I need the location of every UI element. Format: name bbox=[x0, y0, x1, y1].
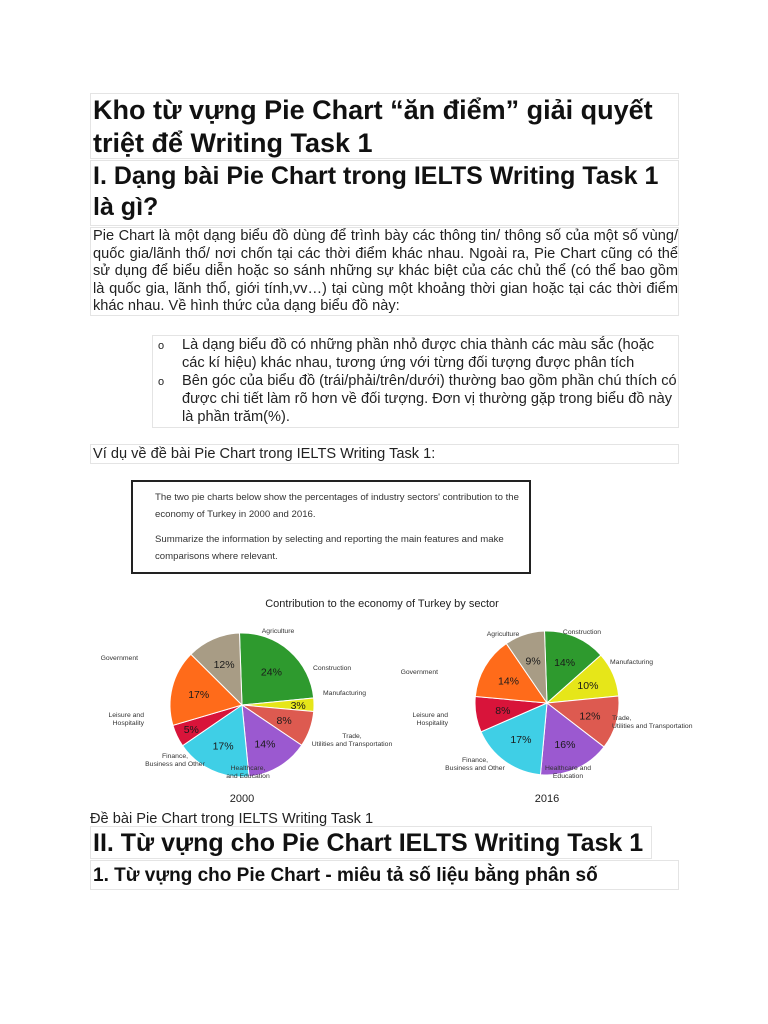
pie-chart-2016 bbox=[401, 629, 693, 780]
pie-value-label: 9% bbox=[525, 655, 541, 668]
pie-value-label: 24% bbox=[260, 666, 282, 679]
pie-category-label: Healthcare and Education bbox=[544, 765, 592, 780]
pie-value-label: 14% bbox=[254, 738, 276, 751]
pie-value-label: 8% bbox=[276, 715, 292, 727]
pie-year-label-2000: 2000 bbox=[229, 793, 255, 805]
pie-value-label: 10% bbox=[577, 680, 599, 693]
pie-category-label: Leisure and Hospitality bbox=[412, 712, 448, 727]
pie-chart-2000 bbox=[101, 628, 393, 780]
pie-value-label: 8% bbox=[495, 705, 511, 718]
pie-value-label: 12% bbox=[213, 659, 235, 672]
pie-value-label: 14% bbox=[497, 675, 520, 688]
pie-category-label: Construction bbox=[313, 665, 352, 672]
pie-value-label: 12% bbox=[579, 710, 601, 723]
bullet-list bbox=[152, 335, 679, 428]
pie-category-label: Finance, Business and Other bbox=[445, 757, 505, 772]
pie-category-label: Healthcare, and Education bbox=[226, 765, 270, 780]
pie-value-label: 16% bbox=[554, 738, 576, 751]
pie-category-label: Agriculture bbox=[261, 628, 295, 635]
section-heading-2: II. Từ vựng cho Pie Chart IELTS Writing Task 1 bbox=[90, 826, 652, 859]
pie-category-label: Trade, Utilities and Transportation bbox=[311, 733, 393, 748]
list-item bbox=[153, 336, 678, 372]
task-prompt-text: The two pie charts below show the percentages of industry sectors' contribution to the economy of Turkey in 2000 and 2016. bbox=[155, 492, 519, 520]
pie-value-label: 17% bbox=[212, 740, 234, 753]
task-instruction-text: Summarize the information by selecting and reporting the main features and make comparisons where relevant. bbox=[155, 534, 504, 562]
bullet-marker: o bbox=[158, 376, 165, 388]
pie-category-label: Leisure and Hospitality bbox=[108, 712, 144, 727]
pie-category-label: Trade, Utilities and Transportation bbox=[612, 715, 693, 730]
pie-category-label: Agriculture bbox=[486, 631, 520, 638]
section-heading-1: I. Dạng bài Pie Chart trong IELTS Writing Task 1 là gì? bbox=[90, 160, 679, 226]
pie-charts-figure bbox=[100, 590, 693, 810]
pie-category-label: Construction bbox=[562, 629, 602, 636]
example-intro: Ví dụ về đề bài Pie Chart trong IELTS Writing Task 1: bbox=[90, 444, 679, 464]
task-prompt-box bbox=[131, 480, 531, 574]
pie-value-label: 3% bbox=[290, 699, 306, 712]
pie-value-label: 17% bbox=[188, 689, 210, 701]
pie-value-label: 14% bbox=[554, 657, 576, 669]
pie-value-label: 5% bbox=[183, 724, 199, 737]
bullet-text: Là dạng biểu đồ có những phần nhỏ được chia thành các màu sắc (hoặc các kí hiệu) khác nhau, tương ứng với từng đối tượng được phân tích bbox=[182, 337, 655, 371]
pie-category-label: Government bbox=[100, 655, 138, 662]
pie-value-label: 17% bbox=[510, 734, 532, 747]
pie-category-label: Manufacturing bbox=[323, 690, 367, 697]
intro-paragraph: Pie Chart là một dạng biểu đồ dùng để trình bày các thông tin/ thông số của một số vùng/ quốc gia/lãnh thổ/ nơi chốn tại các thời điểm khác nhau. Ngoài ra, Pie Chart cũng có thể sử dụng để biểu diễn hoặc so sánh những sự khác biệt của các chủ thể (có thể bao gồm là quốc gia, lãnh thổ, giới tính,vv…) tại cùng một khoảng thời gian hoặc tại các thời điểm khác nhau. Về hình thức của dạng biểu đồ này: bbox=[90, 227, 679, 316]
pie-category-label: Finance, Business and Other bbox=[145, 753, 205, 768]
pie-category-label: Manufacturing bbox=[610, 659, 654, 666]
subsection-heading: 1. Từ vựng cho Pie Chart - miêu tả số liệu bằng phân số bbox=[90, 860, 679, 890]
document-title: Kho từ vựng Pie Chart “ăn điểm” giải quyết triệt để Writing Task 1 bbox=[90, 93, 679, 159]
pie-year-label-2016: 2016 bbox=[534, 793, 560, 805]
figure-caption: Đề bài Pie Chart trong IELTS Writing Task 1 bbox=[90, 811, 374, 827]
list-item bbox=[153, 372, 678, 426]
chart-title: Contribution to the economy of Turkey by sector bbox=[265, 598, 499, 610]
bullet-marker: o bbox=[158, 340, 165, 352]
pie-category-label: Government bbox=[400, 669, 438, 676]
bullet-text: Bên góc của biểu đồ (trái/phải/trên/dưới) thường bao gồm phần chú thích có được chi tiết làm rõ hơn về đối tượng. Đơn vị thường gặp trong biểu đồ này là phần trăm(%). bbox=[182, 373, 677, 425]
